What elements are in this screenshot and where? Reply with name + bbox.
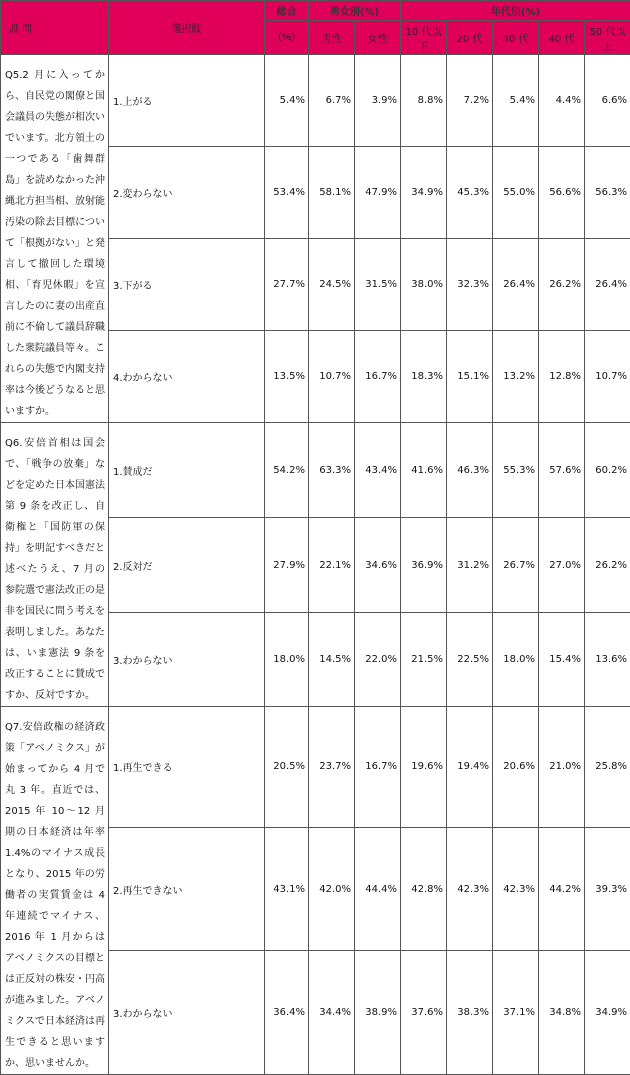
age-10-value: 21.5% (401, 612, 447, 706)
question-text: Q5.2 月に入ってから、自民党の閣僚と国会議員の失態が相次いでいます。北方領土の一つである「歯舞群島」を読めなかった沖縄北方担当相、放射能汚染の除去目標について「根拠がない」と発言して撤回した環境相、「育児休暇」を宣言したのに妻の出産直前に不倫して議員辞職した衆院議員等々。これらの失態で内閣支持率は今後どうなると思いますか。 (1, 55, 109, 423)
choice-label: 1.上がる (109, 55, 265, 147)
male-value: 10.7% (309, 331, 355, 423)
age-30-value: 42.3% (493, 827, 539, 951)
total-value: 5.4% (265, 55, 309, 147)
header-total-unit: (%) (265, 21, 309, 55)
header-male: 男性 (309, 21, 355, 55)
table-header (1, 1, 630, 55)
header-age-30: 30 代 (493, 21, 539, 55)
question-text: Q7.安倍政権の経済政策「アベノミクス」が始まってから 4 月で丸 3 年。直近では、2015 年 10～12 月期の日本経済は年率 1.4%のマイナス成長となり、2015 年の労働者の実質賃金は 4 年連続でマイナス、2016 年 1 月からはアベノミクスの目標とは正反対の株安・円高が進みました。アベノミクスで日本経済は再生できると思いますか、思いませんか。 (1, 707, 109, 1075)
age-10-value: 18.3% (401, 331, 447, 423)
female-value: 34.6% (355, 518, 401, 612)
male-value: 24.5% (309, 239, 355, 331)
female-value: 22.0% (355, 612, 401, 706)
total-value: 20.5% (265, 707, 309, 828)
age-30-value: 26.7% (493, 518, 539, 612)
age-40-value: 57.6% (539, 423, 585, 518)
age-40-value: 15.4% (539, 612, 585, 706)
age-40-value: 4.4% (539, 55, 585, 147)
age-50-value: 10.7% (585, 331, 630, 423)
total-value: 18.0% (265, 612, 309, 706)
choice-label: 1.賛成だ (109, 423, 265, 518)
age-50-value: 34.9% (585, 951, 630, 1075)
male-value: 14.5% (309, 612, 355, 706)
age-50-value: 6.6% (585, 55, 630, 147)
header-age-10: 10 代以下 (401, 21, 447, 55)
age-30-value: 26.4% (493, 239, 539, 331)
age-30-value: 18.0% (493, 612, 539, 706)
total-value: 43.1% (265, 827, 309, 951)
male-value: 6.7% (309, 55, 355, 147)
age-10-value: 36.9% (401, 518, 447, 612)
choice-label: 3.わからない (109, 951, 265, 1075)
age-40-value: 26.2% (539, 239, 585, 331)
age-20-value: 46.3% (447, 423, 493, 518)
age-10-value: 42.8% (401, 827, 447, 951)
choice-label: 4.わからない (109, 331, 265, 423)
header-gender-group: 男女別(%) (309, 1, 401, 21)
male-value: 42.0% (309, 827, 355, 951)
header-age-40: 40 代 (539, 21, 585, 55)
table-row (1, 55, 630, 147)
age-20-value: 42.3% (447, 827, 493, 951)
age-30-value: 13.2% (493, 331, 539, 423)
female-value: 16.7% (355, 331, 401, 423)
total-value: 54.2% (265, 423, 309, 518)
table-row (1, 707, 630, 828)
question-text: Q6.安倍首相は国会で、「戦争の放棄」などを定めた日本国憲法第 9 条を改正し、自衛権と「国防軍の保持」を明記すべきだと述べたうえ、7 月の参院選で憲法改正の是非を国民に問う考えを表明しました。あなたは、いま憲法 9 条を改正することに賛成ですか、反対ですか。 (1, 423, 109, 707)
age-40-value: 12.8% (539, 331, 585, 423)
age-30-value: 37.1% (493, 951, 539, 1075)
female-value: 43.4% (355, 423, 401, 518)
header-age-50: 50 代以上 (585, 21, 630, 55)
table-row (1, 423, 630, 518)
age-50-value: 25.8% (585, 707, 630, 828)
age-40-value: 21.0% (539, 707, 585, 828)
header-question: 設 問 (1, 1, 109, 55)
female-value: 3.9% (355, 55, 401, 147)
age-40-value: 27.0% (539, 518, 585, 612)
male-value: 34.4% (309, 951, 355, 1075)
age-10-value: 8.8% (401, 55, 447, 147)
age-10-value: 37.6% (401, 951, 447, 1075)
female-value: 44.4% (355, 827, 401, 951)
age-20-value: 38.3% (447, 951, 493, 1075)
female-value: 47.9% (355, 147, 401, 239)
age-20-value: 32.3% (447, 239, 493, 331)
age-10-value: 38.0% (401, 239, 447, 331)
choice-label: 2.変わらない (109, 147, 265, 239)
age-20-value: 7.2% (447, 55, 493, 147)
total-value: 53.4% (265, 147, 309, 239)
total-value: 27.7% (265, 239, 309, 331)
age-30-value: 55.3% (493, 423, 539, 518)
age-50-value: 56.3% (585, 147, 630, 239)
header-age-20: 20 代 (447, 21, 493, 55)
age-20-value: 31.2% (447, 518, 493, 612)
choice-label: 1.再生できる (109, 707, 265, 828)
total-value: 13.5% (265, 331, 309, 423)
male-value: 63.3% (309, 423, 355, 518)
female-value: 31.5% (355, 239, 401, 331)
age-30-value: 55.0% (493, 147, 539, 239)
age-20-value: 22.5% (447, 612, 493, 706)
header-age-group: 年代別(%) (401, 1, 630, 21)
age-10-value: 34.9% (401, 147, 447, 239)
total-value: 36.4% (265, 951, 309, 1075)
age-20-value: 45.3% (447, 147, 493, 239)
age-40-value: 56.6% (539, 147, 585, 239)
age-30-value: 5.4% (493, 55, 539, 147)
total-value: 27.9% (265, 518, 309, 612)
header-choices: 選択肢 (109, 1, 265, 55)
age-20-value: 19.4% (447, 707, 493, 828)
choice-label: 3.わからない (109, 612, 265, 706)
female-value: 16.7% (355, 707, 401, 828)
age-50-value: 60.2% (585, 423, 630, 518)
table-body (1, 55, 630, 1075)
age-40-value: 44.2% (539, 827, 585, 951)
age-20-value: 15.1% (447, 331, 493, 423)
male-value: 22.1% (309, 518, 355, 612)
age-50-value: 26.2% (585, 518, 630, 612)
age-50-value: 26.4% (585, 239, 630, 331)
choice-label: 2.反対だ (109, 518, 265, 612)
age-50-value: 39.3% (585, 827, 630, 951)
header-female: 女性 (355, 21, 401, 55)
male-value: 23.7% (309, 707, 355, 828)
choice-label: 2.再生できない (109, 827, 265, 951)
choice-label: 3.下がる (109, 239, 265, 331)
header-total: 総合 (265, 1, 309, 21)
age-10-value: 19.6% (401, 707, 447, 828)
age-40-value: 34.8% (539, 951, 585, 1075)
female-value: 38.9% (355, 951, 401, 1075)
age-50-value: 13.6% (585, 612, 630, 706)
male-value: 58.1% (309, 147, 355, 239)
age-30-value: 20.6% (493, 707, 539, 828)
age-10-value: 41.6% (401, 423, 447, 518)
